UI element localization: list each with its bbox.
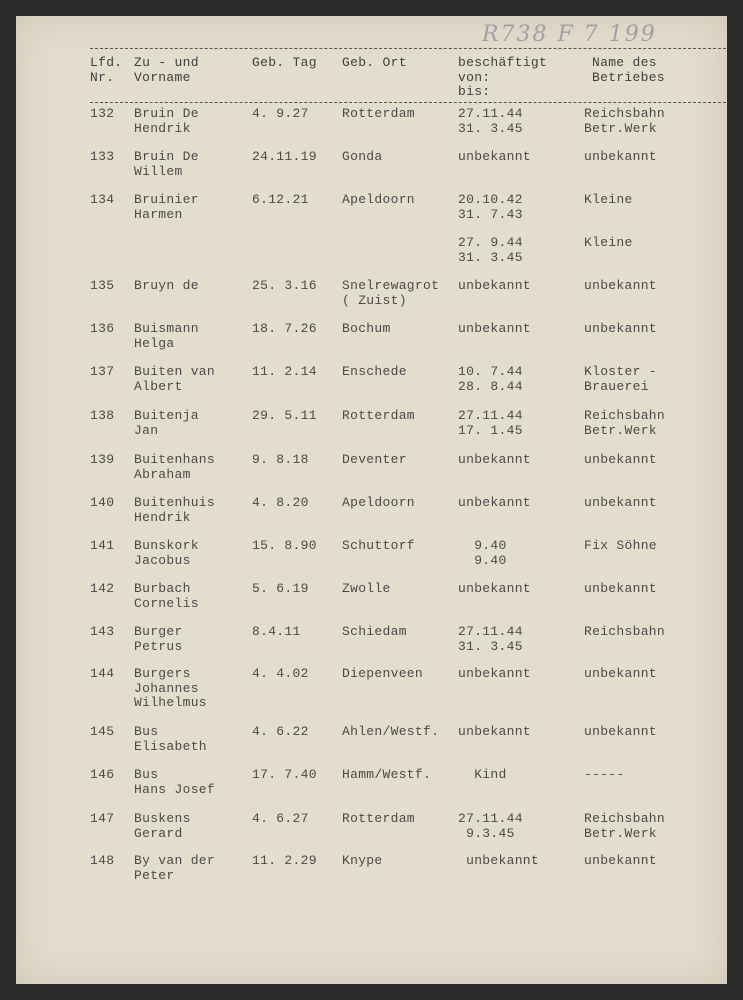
row-employment-period: 9.40 9.40 — [474, 538, 507, 568]
row-nr: 138 — [90, 408, 115, 423]
row-company: Kloster - Brauerei — [584, 364, 657, 394]
row-name: Bunskork Jacobus — [134, 538, 199, 568]
row-name: Buitenhuis Hendrik — [134, 495, 216, 525]
row-employment-period: unbekannt — [458, 724, 531, 739]
row-birth-place: Rotterdam — [342, 408, 415, 423]
row-birth-date: 15. 8.90 — [252, 538, 317, 553]
header-employed: beschäftigt von: bis: — [458, 55, 548, 99]
row-name: Buismann Helga — [134, 321, 199, 351]
row-company: unbekannt — [584, 581, 657, 596]
row-company: unbekannt — [584, 452, 657, 467]
header-name: Zu - und Vorname — [134, 55, 199, 85]
row-birth-place: Schiedam — [342, 624, 407, 639]
row-name: Buskens Gerard — [134, 811, 191, 841]
row-birth-date: 4. 8.20 — [252, 495, 309, 510]
row-company: unbekannt — [584, 278, 657, 293]
row-birth-place: Ahlen/Westf. — [342, 724, 440, 739]
row-company: Kleine — [584, 192, 633, 207]
row-employment-period: unbekannt — [458, 452, 531, 467]
row-company: Fix Söhne — [584, 538, 657, 553]
row-birth-place: Gonda — [342, 149, 383, 164]
row-nr: 136 — [90, 321, 115, 336]
row-employment-period: unbekannt — [458, 853, 540, 868]
header-company: Name des Betriebes — [592, 55, 665, 85]
row-birth-place: Hamm/Westf. — [342, 767, 432, 782]
row-birth-date: 4. 4.02 — [252, 666, 309, 681]
row-employment-period: unbekannt — [458, 581, 531, 596]
row-company: Reichsbahn — [584, 624, 666, 639]
row-birth-date: 11. 2.14 — [252, 364, 317, 379]
row-birth-date: 4. 9.27 — [252, 106, 309, 121]
row-employment-period: Kind — [458, 767, 507, 782]
row-birth-place: Rotterdam — [342, 811, 415, 826]
row-employment-period: 27. 9.44 31. 3.45 — [458, 235, 523, 265]
row-name: Burbach Cornelis — [134, 581, 199, 611]
row-company: unbekannt — [584, 321, 657, 336]
row-employment-period: 27.11.44 9.3.45 — [458, 811, 523, 841]
row-birth-date: 24.11.19 — [252, 149, 317, 164]
row-nr: 147 — [90, 811, 115, 826]
row-nr: 140 — [90, 495, 115, 510]
row-birth-date: 17. 7.40 — [252, 767, 317, 782]
row-company: unbekannt — [584, 724, 657, 739]
row-nr: 137 — [90, 364, 115, 379]
row-name: Burgers Johannes Wilhelmus — [134, 666, 207, 710]
row-employment-period: 20.10.42 31. 7.43 — [458, 192, 523, 222]
row-birth-place: Rotterdam — [342, 106, 415, 121]
row-name: Burger Petrus — [134, 624, 183, 654]
row-employment-period: unbekannt — [458, 149, 531, 164]
archive-stamp: R738 F 7 199 — [482, 22, 657, 47]
row-name: Bruyn de — [134, 278, 199, 293]
row-birth-place: Diepenveen — [342, 666, 424, 681]
row-nr: 132 — [90, 106, 115, 121]
row-nr: 134 — [90, 192, 115, 207]
row-birth-date: 4. 6.22 — [252, 724, 309, 739]
row-name: Bruinier Harmen — [134, 192, 199, 222]
row-nr: 133 — [90, 149, 115, 164]
row-nr: 148 — [90, 853, 115, 868]
header-place: Geb. Ort — [342, 55, 407, 70]
row-birth-date: 29. 5.11 — [252, 408, 317, 423]
row-company: Reichsbahn Betr.Werk — [584, 408, 666, 438]
row-nr: 145 — [90, 724, 115, 739]
row-birth-date: 5. 6.19 — [252, 581, 309, 596]
row-birth-place: Knype — [342, 853, 383, 868]
row-name: Bruin De Hendrik — [134, 106, 199, 136]
row-birth-date: 9. 8.18 — [252, 452, 309, 467]
row-name: Buitenhans Abraham — [134, 452, 216, 482]
row-company: ----- — [584, 767, 625, 782]
row-birth-place: Zwolle — [342, 581, 391, 596]
row-company: unbekannt — [584, 853, 657, 868]
row-nr: 135 — [90, 278, 115, 293]
row-name: Bruin De Willem — [134, 149, 199, 179]
row-birth-place: Apeldoorn — [342, 192, 415, 207]
row-birth-place: Deventer — [342, 452, 407, 467]
row-name: Bus Elisabeth — [134, 724, 207, 754]
row-name: By van der Peter — [134, 853, 216, 883]
row-birth-date: 25. 3.16 — [252, 278, 317, 293]
header-bottom-rule — [90, 102, 726, 103]
row-employment-period: unbekannt — [458, 278, 531, 293]
row-birth-date: 8.4.11 — [252, 624, 301, 639]
row-nr: 146 — [90, 767, 115, 782]
row-birth-date: 4. 6.27 — [252, 811, 309, 826]
row-birth-place: Schuttorf — [342, 538, 415, 553]
row-employment-period: unbekannt — [458, 666, 531, 681]
row-nr: 141 — [90, 538, 115, 553]
header-nr: Lfd. Nr. — [90, 55, 123, 85]
row-company: unbekannt — [584, 149, 657, 164]
row-birth-date: 6.12.21 — [252, 192, 309, 207]
row-birth-place: Bochum — [342, 321, 391, 336]
header-date: Geb. Tag — [252, 55, 317, 70]
row-employment-period: unbekannt — [458, 495, 531, 510]
row-company: unbekannt — [584, 666, 657, 681]
row-employment-period: 27.11.44 31. 3.45 — [458, 624, 523, 654]
row-birth-place: Enschede — [342, 364, 407, 379]
row-name: Buiten van Albert — [134, 364, 216, 394]
row-company: Kleine — [584, 235, 633, 250]
header-top-rule — [90, 48, 726, 49]
row-employment-period: 27.11.44 17. 1.45 — [458, 408, 523, 438]
row-birth-place: Snelrewagrot ( Zuist) — [342, 278, 440, 308]
row-employment-period: unbekannt — [458, 321, 531, 336]
row-birth-date: 18. 7.26 — [252, 321, 317, 336]
row-company: Reichsbahn Betr.Werk — [584, 106, 666, 136]
row-nr: 143 — [90, 624, 115, 639]
row-company: unbekannt — [584, 495, 657, 510]
row-birth-place: Apeldoorn — [342, 495, 415, 510]
row-employment-period: 10. 7.44 28. 8.44 — [458, 364, 523, 394]
row-name: Buitenja Jan — [134, 408, 199, 438]
row-birth-date: 11. 2.29 — [252, 853, 317, 868]
row-name: Bus Hans Josef — [134, 767, 216, 797]
row-employment-period: 27.11.44 31. 3.45 — [458, 106, 523, 136]
row-company: Reichsbahn Betr.Werk — [584, 811, 666, 841]
row-nr: 144 — [90, 666, 115, 681]
row-nr: 139 — [90, 452, 115, 467]
row-nr: 142 — [90, 581, 115, 596]
